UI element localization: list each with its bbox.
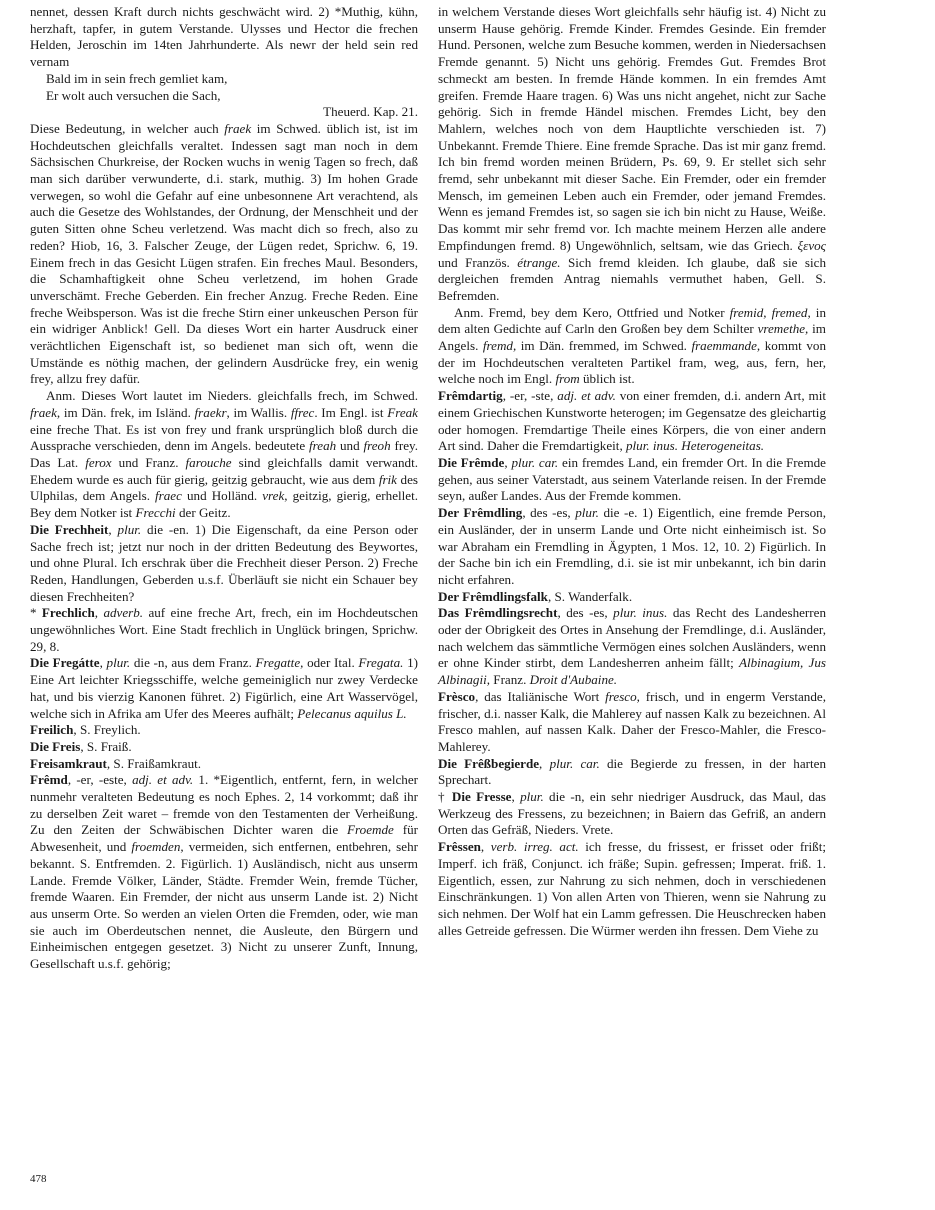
text-run: von einer fremden, d.i. andern Art, mit einem Griechischen Kunstworte heterogen; im Gegensatze des gleichartig oder homogen. Fremdartige Theile eines Körpers, die von einer andern Art sind. Daher die Fremdartigkeit, [438, 388, 826, 454]
text-run: für Abwesenheit, und [30, 822, 419, 855]
text-run: , -er, -este, [67, 772, 133, 788]
text-run: im Schwed. üblich ist, ist im Hochdeutschen gleichfalls veraltet. Indessen sagt man noch in dem Sächsischen Churkreise, der Rocken wuchs in wenig Tagen so frech, daß man sich darüber verwunderte, d.i. stark, muthig. 3) Im hohen Grade verwegen, so wohl die Gefahr auf eine unbesonnene Art verachtend, als auch die Gesetze des Wohlstandes, der Ordnung, der Menschheit und der guten Sitten ohne Scheu verletzend. Was macht dich so frech, also zu reden? Hiob, 16, 3. Falscher Zeuge, der Lügen redet, Sprichw. 6, 19. Einem frech in das Gesicht Lügen strafen. Ein freches Maul. Besonders, die Schamhaftigkeit ohne Scheu verletzend, im hohen Grade unverschämt. Freche Geberden. Ein frecher Anzug. Freche Reden. Eine freche Weibsperson. Was ist die freche Stirn einer unkeuschen Person für ein widriger Anblick! Gell. Da dieses Wort ein harter Ausdruck einer verächtlichen Eigenschaft ist, so bedienet man sich oft, wenn die Umstände es nöthig machen, der gelindern Ausdrücke frey, ein wenig frey, allzu frey dafür. [30, 120, 418, 387]
italic-term: freoh [363, 438, 391, 454]
headword: Der Frêmdlingsfalk [438, 588, 548, 604]
text-run: , S. Fraiß. [80, 738, 132, 754]
italic-term: Droit d'Aubaine. [529, 672, 618, 688]
entry-fremdartig [438, 388, 826, 455]
page-number: 478 [30, 1173, 47, 1185]
headword: Die Freis [30, 738, 81, 754]
text-run: , im Wallis. [226, 404, 291, 420]
text-run: , S. Freylich. [73, 722, 141, 738]
text-run: und Französ. [438, 254, 518, 270]
italic-term: adverb. [103, 605, 144, 621]
italic-term: plur. inus. Heterogeneitas. [626, 438, 765, 454]
right-column [438, 4, 826, 939]
italic-term: fraek [224, 120, 252, 136]
italic-term: vremethe, [757, 321, 809, 337]
text-run: und [336, 438, 364, 454]
text-run: Er wolt auch versuchen die Sach, [46, 87, 221, 103]
text-run: , im Dän. frek, im Isländ. [56, 404, 195, 420]
text-run: ich fresse, du frissest, er frisset oder frißt; Imperf. ich fräß, Conjunct. ich fräße; Supin. gefressen; Imperat. friß. 1. Eigentlich, essen, zur Nahrung zu sich nehmen, doch in verschiedenen Einschränkungen. 1) Von allen Arten von Thieren, wenn sie Nahrung zu sich nehmen. Der Wolf hat ein Lamm gefressen. Die Heuschrecken haben alles Getreide gefressen. Die Würmer werden ihn fressen. Dem Viehe zu [438, 839, 827, 938]
entry-fremd-continuation [438, 4, 826, 305]
headword: Freisamkraut [30, 755, 107, 771]
text-run: frey. Das Lat. [30, 438, 418, 470]
text-run: und Holländ. [181, 488, 263, 504]
italic-term: verb. irreg. act. [490, 839, 579, 855]
italic-term: Albinagium, Jus Albinagii, [438, 655, 826, 688]
text-run: üblich ist. [579, 371, 635, 387]
italic-term: ferox [85, 454, 112, 470]
text-run: , [511, 789, 521, 805]
italic-term: plur. car. [549, 755, 600, 771]
entry-fressbegierde [438, 756, 826, 789]
italic-term: from [555, 371, 580, 387]
italic-term: ξενος [797, 237, 826, 253]
entry-fresco [438, 689, 826, 756]
entry-frechlich [30, 605, 418, 655]
headword: Die Fregátte [30, 655, 100, 671]
text-run: der Geitz. [175, 505, 231, 521]
headword: Frêmd [30, 772, 68, 788]
italic-term: Fregata. [358, 655, 404, 671]
text-run: Bald im in sein frech gemliet kam, [46, 70, 228, 86]
text-run: vermeiden, sich entfernen, entbehren, sehr bekannt. S. Entfremden. 2. Figürlich. 1) Ausländisch, nicht aus unserm Lande. Fremde Völker, Länder, Städte. Fremder Wein, fremde Tücher, fremde Waaren. Ein Fremder, der nicht aus unserm Lande ist. 2) Nicht aus unserm Orte. So werden an vielen Orten die Fremden, oder, wie man sie auch im Oberdeutschen nennet, die Ausleute, den Bürgern und Einheimischen entgegen gesetzet. 3) Nicht zu unserer Zunft, Innung, Gesellschaft u.s.f. gehörig; [30, 839, 418, 972]
verse-line [30, 71, 418, 88]
text-run: , [99, 655, 107, 671]
text-run: , S. Wanderfalk. [547, 588, 633, 604]
italic-term: Frecchi [135, 505, 176, 521]
text-run: sind gleichfalls damit verwandt. Ehedem wurde es auch für gierig, geitzig gebraucht, wie aus dem [30, 454, 418, 487]
text-run: in dem alten Gedichte auf Carln den Großen bey dem Schilter [438, 304, 826, 337]
italic-term: adj. et adv. [132, 772, 194, 788]
headword: Frèsco [438, 688, 476, 704]
italic-term: freah [309, 438, 337, 454]
headword: Die Frêmde [438, 454, 505, 470]
italic-term: fraekr [194, 404, 227, 420]
text-run: Sich fremd kleiden. Ich glaube, daß sie sich dergleichen fremden Antrag niemahls vermuthet haben, Gell. S. Befremden. [438, 254, 826, 303]
entry-fressen [438, 839, 826, 939]
text-run: des Ulphilas, dem Angels. [30, 471, 419, 504]
text-run: frisch, und in engerm Verstande, frischer, d.i. nasser Kalk, die Mahlerey auf nassen Kalk zu bezeichnen. Al Fresco mahlen, auf nassen Kalk. Daher der Fresco-Mahler, die Fresco-Mahlerey. [438, 688, 826, 754]
italic-term: plur. [575, 505, 599, 521]
headword: Der Frêmdling [438, 505, 523, 521]
text-run: Anm. Fremd, bey dem Kero, Ottfried und Notker [454, 304, 730, 320]
headword: Frêssen [438, 839, 481, 855]
entry-fresse [438, 789, 826, 839]
text-run: † [438, 789, 452, 805]
text-run: das Recht des Landesherren oder der Obrigkeit des Ortes in Ansehung der Fremdlinge, d.i. Ausländer, nach welchem das sämmtliche Vermögen eines solchen Ausländers, wenn er ohne Kinder stirbt, dem Landesherren anheim fällt; [438, 605, 827, 671]
text-run: Anm. Dieses Wort lautet im Nieders. gleichfalls frech, im Schwed. [46, 388, 418, 404]
italic-term: farouche [185, 454, 232, 470]
entry-freisamkraut [30, 756, 418, 773]
text-run: , des -es, [522, 505, 576, 521]
text-run: , -er, -ste, [502, 388, 558, 404]
text-run: nennet, dessen Kraft durch nichts geschwächt wird. 2) *Muthig, kühn, herzhaft, tapfer, in gutem Verstande. Ulysses und Hector die frechen Helden, Jeroschin im 14ten Jahrhunderte. Als newr der held sein red vernam [30, 4, 418, 70]
text-run: , geitzig, gierig, erhellet. Bey dem Notker ist [30, 488, 418, 521]
verse-line [30, 88, 418, 105]
italic-term: froemden, [131, 839, 184, 855]
entry-fremde [438, 455, 826, 505]
text-run: im Angels. [438, 321, 826, 354]
italic-term: fresco, [605, 688, 640, 704]
text-run: , [94, 605, 104, 621]
italic-term: fremid, fremed, [729, 304, 811, 320]
entry-frechheit [30, 522, 418, 606]
entry-fremd [30, 772, 418, 972]
entry-fremdlingsrecht [438, 605, 826, 689]
text-run: Diese Bedeutung, in welcher auch [30, 120, 225, 136]
italic-term: ffrec [290, 404, 315, 420]
text-run: , [504, 454, 512, 470]
italic-term: frik [378, 471, 397, 487]
text-run: die -n, ein sehr niedriger Ausdruck, das Maul, das Werkzeug des Fressens, zu bezeichnen; in Baiern das Gefriß, an andern Orten das Gefräß, Nieders. Vrete. [438, 789, 826, 838]
text-run: , das Italiänische Wort [475, 688, 606, 704]
italic-term: Froemde [347, 822, 394, 838]
headword: Die Frêßbegierde [438, 755, 540, 771]
verse-citation [30, 104, 418, 121]
text-run: 1) Eine Art leichter Kriegsschiffe, welche gemeiniglich nur zwey Verdecke hat, und bis vierzig Kanonen führet. 2) Figürlich, eine Art Wasservögel, welche sich in Afrika am Ufer des Meeres aufhält; [30, 655, 418, 721]
text-run: , [480, 839, 491, 855]
text-run: im Dän. fremmed, im Schwed. [516, 338, 692, 354]
left-column [30, 4, 418, 973]
entry-freis [30, 739, 418, 756]
text-run: , des -es, [557, 605, 614, 621]
italic-term: fremd, [482, 338, 517, 354]
text-run: und Franz. [111, 454, 186, 470]
headword: Freilich [30, 722, 74, 738]
italic-term: fraek [30, 404, 57, 420]
entry-fremdlingsfalk [438, 589, 826, 606]
entry-frech-meaning [30, 121, 418, 388]
text-run: oder Ital. [303, 655, 359, 671]
italic-term: plur. inus. [613, 605, 668, 621]
italic-term: vrek [262, 488, 285, 504]
text-run: die -en. 1) Die Eigenschaft, da eine Person oder Sache frech ist; jetzt nur noch in der dritten Bedeutung des Beywortes, und ohne Plural. Ich erschrak über die Frechheit dieser Person. 2) Freche Reden, Handlungen, Geberden u.s.f. Überläuft sie nicht ein Schauer bey diesen Frechheiten? [30, 521, 419, 604]
headword: Frechlich [41, 605, 95, 621]
headword: Das Frêmdlingsrecht [438, 605, 558, 621]
italic-term: fraemmande, [691, 338, 761, 354]
italic-term: plur. [117, 521, 142, 537]
text-run: , S. Fraißamkraut. [106, 755, 202, 771]
entry-freilich [30, 722, 418, 739]
text-run: ein fremdes Land, ein fremder Ort. In die Fremde gehen, aus seiner Vaterstadt, aus seinem Vaterlande reisen. In der Fremde seyn, außer Landes. Aus der Fremde kommen. [438, 454, 826, 504]
italic-term: Freak [387, 404, 418, 420]
italic-term: Fregatte, [255, 655, 304, 671]
headword: Frêmdartig [438, 388, 503, 404]
headword: Die Fresse [451, 789, 512, 805]
entry-fregatte [30, 655, 418, 722]
italic-term: plur. [520, 789, 544, 805]
entry-fremdling [438, 505, 826, 589]
text-run: , [539, 755, 550, 771]
text-run: die Begierde zu fressen, in der harten Sprechart. [438, 755, 826, 788]
text-run: eine freche That. Es ist von frey und frank ursprünglich bloß durch die Aussprache verschieden, denn im Angels. bedeutete [30, 421, 418, 454]
text-run: Theuerd. Kap. 21. [323, 104, 418, 120]
text-run: . Im Engl. ist [314, 404, 388, 420]
italic-term: Pelecanus aquilus L. [297, 705, 407, 721]
headword: Die Frechheit [30, 521, 109, 537]
text-run: 1. *Eigentlich, entfernt, fern, in welcher nunmehr veralteten Bedeutung es noch Ephes. 2, 14 vorkommt; daß ihr zu derselben Zeit waret – fremde von den Testamenten der Verheißung. Zu den Zeiten der Schwäbischen Dichter waren die [30, 772, 418, 838]
entry-fremd-note [438, 305, 826, 389]
italic-term: adj. et adv. [557, 388, 616, 404]
text-run: Franz. [490, 672, 530, 688]
italic-term: plur. [106, 655, 131, 671]
text-run: in welchem Verstande dieses Wort gleichfalls sehr häufig ist. 4) Nicht zu unserm Hause gehörig. Fremde Kinder. Fremdes Gesinde. Ein fremder Hund. Personen, welche zum Besuche kommen, werden in Niedersachsen Fremde genannt. 5) Nicht uns gehörig. Fremdes Gut. Fremdes Brot schmeckt am besten. In fremde Hände kommen. In ein fremdes Amt greifen. Fremde Haare tragen. 6) Was uns nicht angehet, nicht zur Sache gehörig. Sich in fremde Händel mischen. Fremdes Licht, bey den Mahlern, welches noch von dem Hauptlichte verschieden ist. 7) Unbekannt. Fremde Thiere. Eine fremde Sprache. Das ist mir ganz fremd. Ich bin fremd worden meinen Brüdern, Ps. 69, 9. Er stellet sich sehr fremd, sehr unbekannt mit dieser Sache. Ein Fremder, oder ein fremder Mensch, im gemeinen Leben auch ein Fremder, oder jemand Fremdes. Wenn es jemand Fremdes ist, so sagen sie ich bin nicht zu Hause, Weiße. Das kommt mir sehr fremd vor. Ich machte meinem Herzen alle andere Empfindungen fremd. 8) Ungewöhnlich, seltsam, wie das Griech. [438, 4, 826, 253]
entry-frech-continuation [30, 4, 418, 71]
text-run: die -e. 1) Eigentlich, eine fremde Person, ein Ausländer, der in unserm Lande und Orte nicht einheimisch ist. So war Abraham ein Fremdling in Ägypten, 1 Mos. 12, 10. 2) Figürlich. In der Sache bin ich ein Fremdling, d.i. sie ist mir unbekannt, ich bin darin nicht erfahren. [438, 505, 826, 587]
italic-term: plur. car. [511, 454, 559, 470]
text-run: , [108, 521, 118, 537]
entry-frech-note [30, 388, 418, 522]
text-run: kommt von der im Hochdeutschen veralteten Partikel fram, weg, aus, fern, her, welche noch im Engl. [438, 338, 826, 387]
text-run: die -n, aus dem Franz. [130, 655, 256, 671]
italic-term: fraec [155, 488, 182, 504]
italic-term: étrange. [517, 254, 561, 270]
text-run: auf eine freche Art, frech, ein im Hochdeutschen ungewöhnliches Wort. Eine Stadt frechlich in Unglück bringen, Sprichw. 29, 8. [30, 605, 418, 654]
text-run: * [30, 605, 42, 621]
